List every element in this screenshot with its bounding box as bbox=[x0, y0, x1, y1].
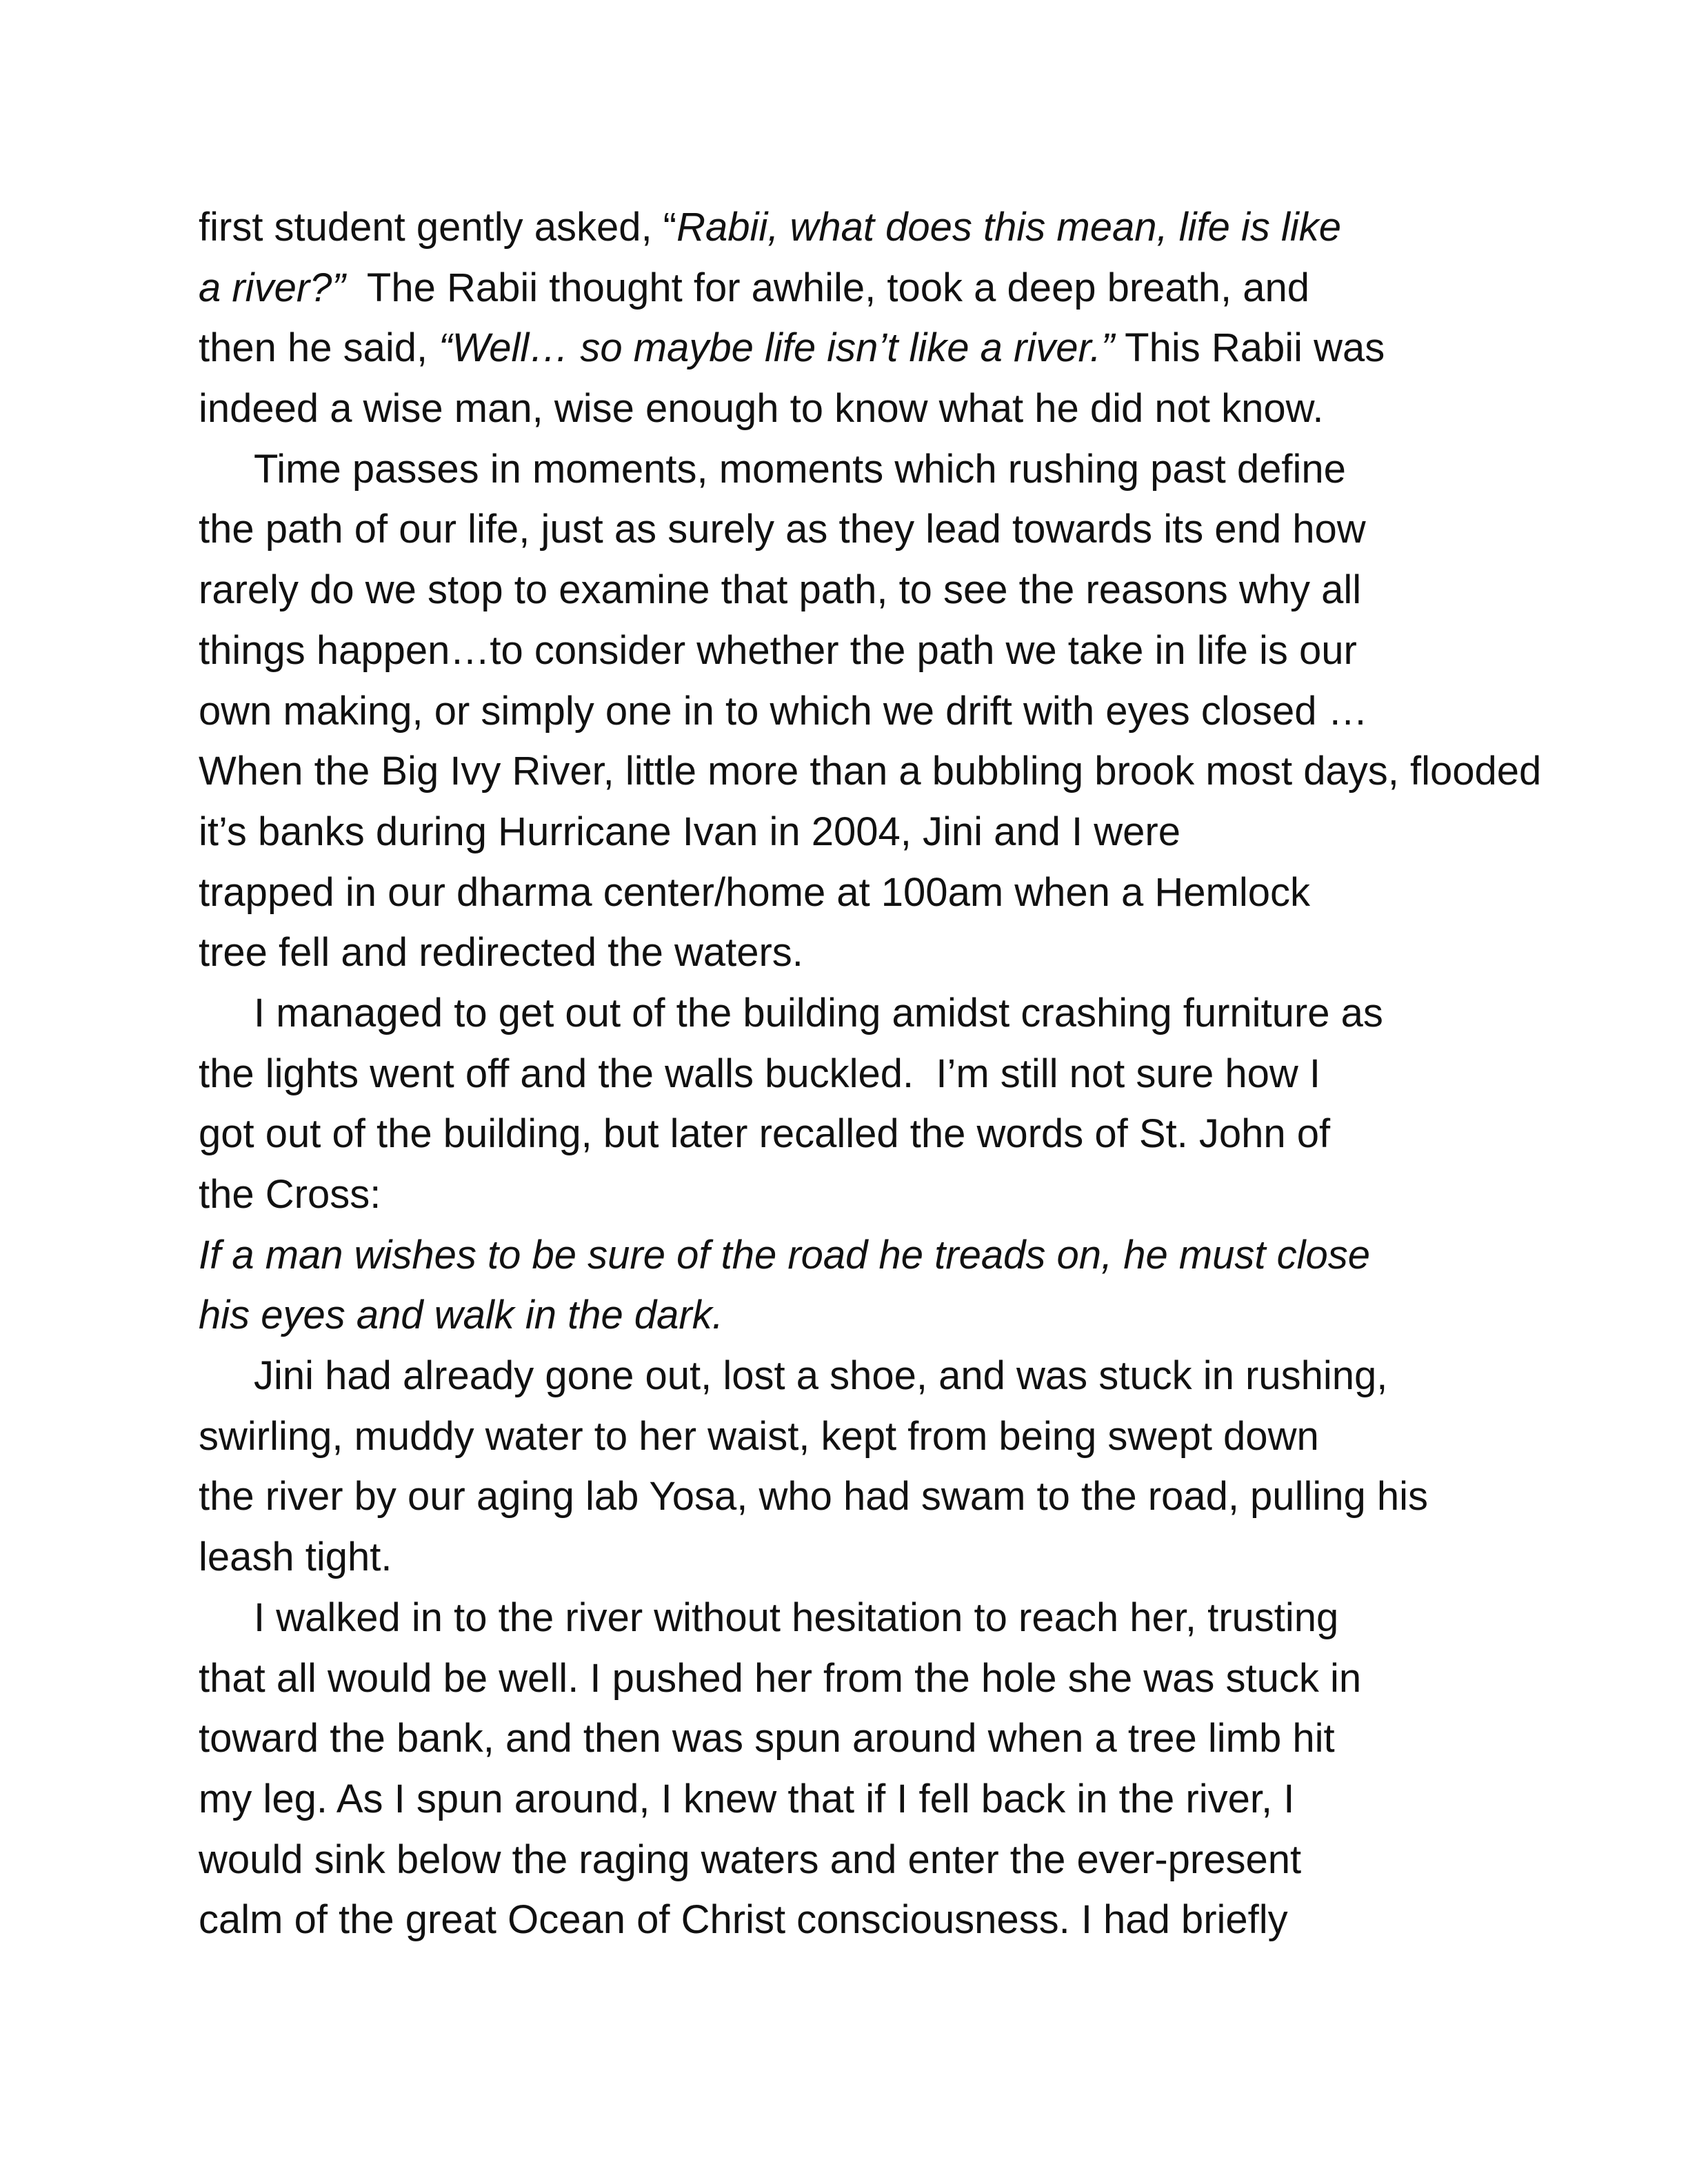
italic-text: Rabii, what does this mean, life is like bbox=[676, 205, 1342, 250]
text-line bbox=[199, 620, 1688, 681]
body-text bbox=[199, 197, 1688, 1950]
text-line bbox=[199, 983, 1688, 1044]
text-span: then he said, bbox=[199, 325, 439, 371]
text-span: indeed a wise man, wise enough to know what he did not know. bbox=[199, 386, 1324, 432]
text-span: got out of the building, but later recalled the words of St. John of bbox=[199, 1111, 1331, 1157]
text-span: trapped in our dharma center/home at 100am when a Hemlock bbox=[199, 869, 1310, 915]
text-line bbox=[199, 1527, 1688, 1588]
text-line bbox=[199, 1225, 1688, 1286]
text-span: Jini had already gone out, lost a shoe, and was stuck in rushing, bbox=[254, 1353, 1388, 1399]
text-line bbox=[199, 741, 1688, 802]
text-line bbox=[199, 1830, 1688, 1890]
text-span: calm of the great Ocean of Christ consciousness. I had briefly bbox=[199, 1897, 1288, 1943]
text-span: tree fell and redirected the waters. bbox=[199, 930, 803, 975]
text-line bbox=[199, 681, 1688, 742]
italic-text: “Well… so maybe life isn’t like a river.” bbox=[439, 325, 1115, 371]
text-span: I managed to get out of the building amidst crashing furniture as bbox=[254, 990, 1383, 1035]
text-span: Time passes in moments, moments which rushing past define bbox=[254, 446, 1346, 492]
text-line bbox=[199, 499, 1688, 560]
text-span: I walked in to the river without hesitation to reach her, trusting bbox=[254, 1595, 1339, 1640]
text-line bbox=[199, 560, 1688, 620]
italic-text: If a man wishes to be sure of the road he treads on, he must close bbox=[199, 1232, 1371, 1277]
text-span: the Cross: bbox=[199, 1172, 381, 1217]
text-span: the river by our aging lab Yosa, who had swam to the road, pulling his bbox=[199, 1474, 1428, 1519]
text-line bbox=[199, 1285, 1688, 1346]
text-span: would sink below the raging waters and enter the ever-present bbox=[199, 1837, 1302, 1882]
text-span: that all would be well. I pushed her from the hole she was stuck in bbox=[199, 1655, 1362, 1701]
text-span: the path of our life, just as surely as they lead towards its end how bbox=[199, 507, 1366, 552]
text-line bbox=[199, 922, 1688, 983]
text-line bbox=[199, 1346, 1688, 1406]
text-span: rarely do we stop to examine that path, to see the reasons why all bbox=[199, 567, 1362, 613]
text-span: This Rabii was bbox=[1114, 325, 1385, 371]
text-line bbox=[199, 197, 1688, 258]
text-line bbox=[199, 862, 1688, 923]
text-line bbox=[199, 1769, 1688, 1830]
italic-text: a river?” bbox=[199, 265, 345, 310]
text-span: toward the bank, and then was spun around when a tree limb hit bbox=[199, 1716, 1335, 1761]
text-span: own making, or simply one in to which we drift with eyes closed … bbox=[199, 688, 1368, 734]
text-line bbox=[199, 378, 1688, 439]
text-line bbox=[199, 1044, 1688, 1104]
text-span: my leg. As I spun around, I knew that if I fell back in the river, I bbox=[199, 1776, 1295, 1821]
text-line bbox=[199, 1164, 1688, 1225]
text-line bbox=[199, 1466, 1688, 1527]
text-line bbox=[199, 258, 1688, 318]
text-span: The Rabii thought for awhile, took a deep breath, and bbox=[345, 265, 1310, 310]
text-span: the lights went off and the walls buckled. I’m still not sure how I bbox=[199, 1051, 1320, 1096]
text-line bbox=[199, 1708, 1688, 1769]
text-line bbox=[199, 1648, 1688, 1709]
text-line bbox=[199, 1890, 1688, 1950]
text-line bbox=[199, 1104, 1688, 1164]
text-span: first student gently asked, “ bbox=[199, 205, 677, 250]
italic-text: his eyes and walk in the dark. bbox=[199, 1293, 723, 1338]
text-span: swirling, muddy water to her waist, kept from being swept down bbox=[199, 1413, 1319, 1459]
text-line bbox=[199, 1588, 1688, 1648]
text-line bbox=[199, 439, 1688, 500]
text-span: things happen…to consider whether the path we take in life is our bbox=[199, 627, 1357, 673]
text-span: it’s banks during Hurricane Ivan in 2004, Jini and I were bbox=[199, 809, 1180, 854]
text-line bbox=[199, 802, 1688, 862]
text-line bbox=[199, 1406, 1688, 1467]
text-span: leash tight. bbox=[199, 1535, 392, 1580]
text-line bbox=[199, 318, 1688, 378]
text-span: When the Big Ivy River, little more than a bubbling brook most days, flooded bbox=[199, 749, 1542, 794]
